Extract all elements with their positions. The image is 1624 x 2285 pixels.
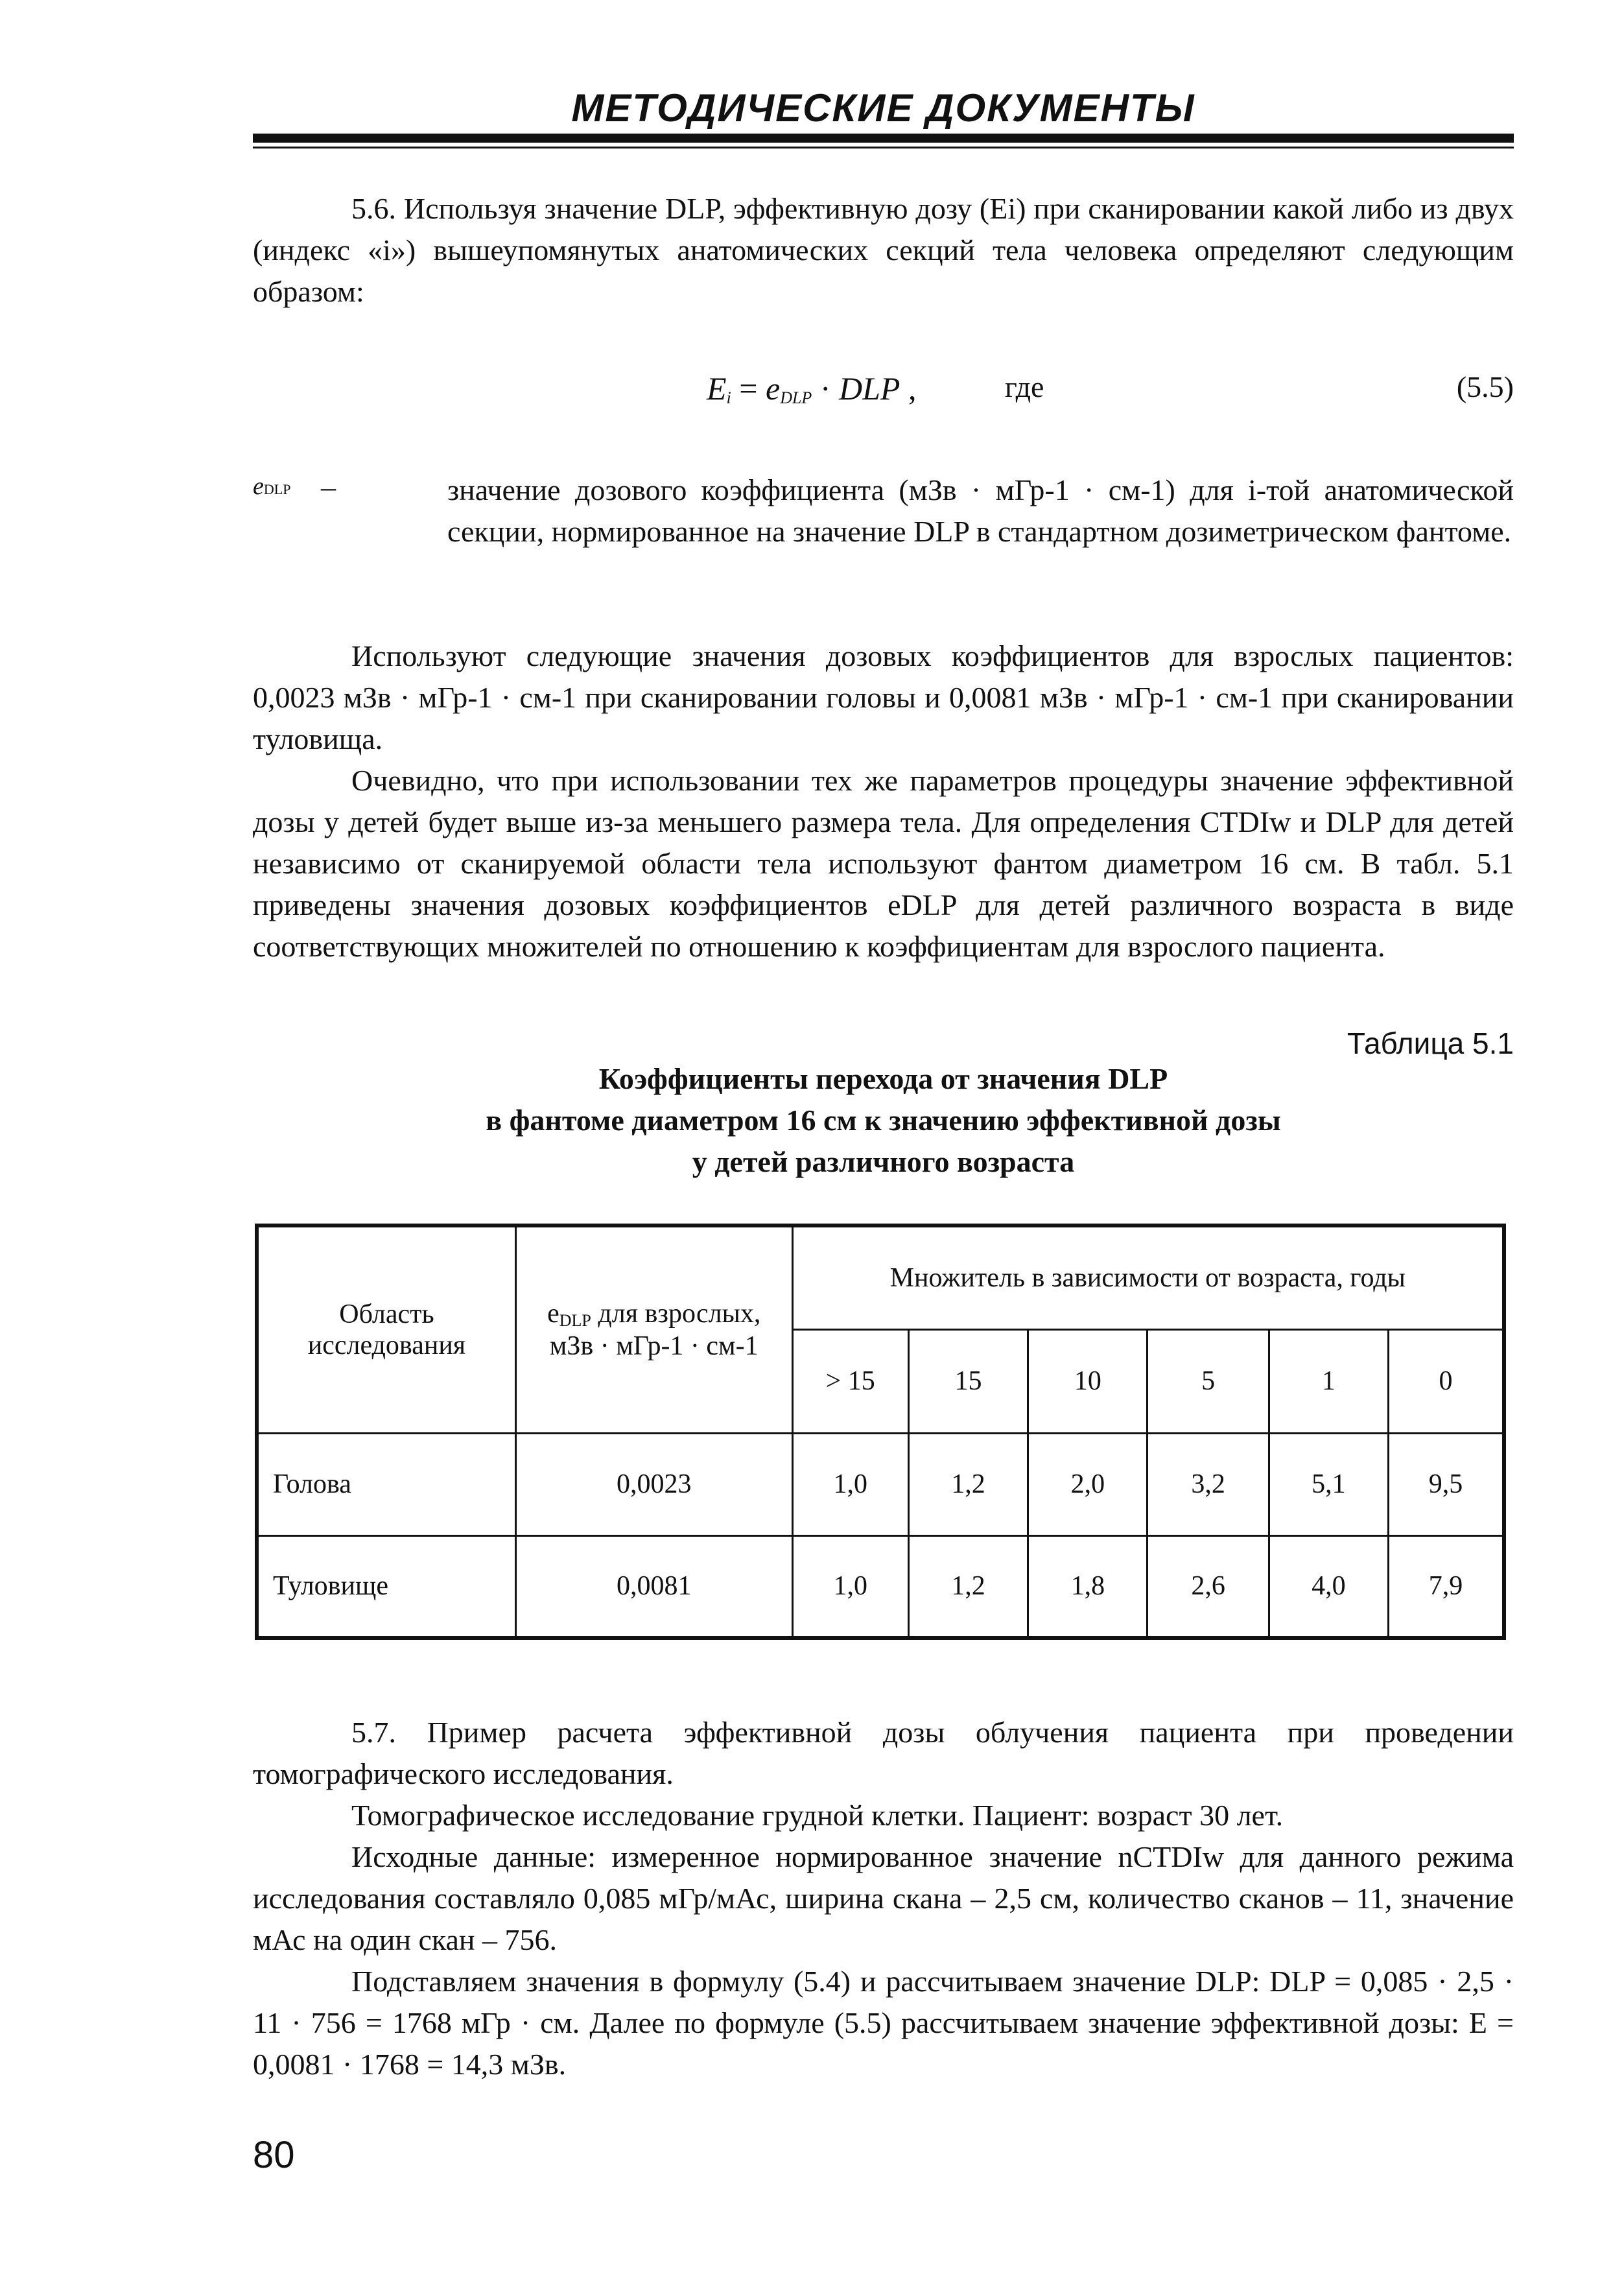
header-edlp bbox=[515, 1225, 792, 1433]
definition-symbol-sub: DLP bbox=[263, 481, 291, 497]
cell-value: 2,6 bbox=[1147, 1535, 1269, 1638]
paragraph-5-7: 5.7. Пример расчета эффективной дозы облучения пациента при проведении томографического исследования. bbox=[253, 1716, 1514, 1790]
cell-value: 1,0 bbox=[792, 1535, 908, 1638]
formula-5-5 bbox=[253, 370, 1514, 415]
cell-value: 1,8 bbox=[1028, 1535, 1147, 1638]
formula-number: (5.5) bbox=[1456, 370, 1514, 403]
running-header: МЕТОДИЧЕСКИЕ ДОКУМЕНТЫ bbox=[571, 86, 1195, 130]
header-age: 10 bbox=[1028, 1329, 1147, 1433]
paragraph-adult-coefficients: Используют следующие значения дозовых коэффициентов для взрослых пациентов: 0,0023 мЗв · мГр-1 · см-1 при сканировании головы и 0,0081 мЗв · мГр-1 · см-1 при сканировании туловища. bbox=[253, 639, 1514, 755]
cell-value: 4,0 bbox=[1269, 1535, 1388, 1638]
page-number: 80 bbox=[253, 2134, 295, 2176]
definition-symbol-letter: e bbox=[253, 473, 264, 500]
header-edlp-e: e bbox=[547, 1298, 559, 1329]
cell-value: 1,0 bbox=[792, 1433, 908, 1535]
header-edlp-line1 bbox=[517, 1298, 792, 1331]
cell-value: 3,2 bbox=[1147, 1433, 1269, 1535]
header-age: 5 bbox=[1147, 1329, 1269, 1433]
cell-value: 1,2 bbox=[908, 1535, 1028, 1638]
formula-coef-sub: DLP bbox=[780, 388, 812, 407]
cell-edlp: 0,0081 bbox=[515, 1535, 792, 1638]
header-edlp-units: мЗв · мГр-1 · см-1 bbox=[549, 1331, 759, 1361]
paragraph-calculation: Подставляем значения в формулу (5.4) и рассчитываем значение DLP: DLP = 0,085 · 2,5 · 11 · 756 = 1768 мГр · см. Далее по формуле (5.5) рассчитываем значение эффективной дозы: E = 0,0081 · 1768 = 14,3 мЗв. bbox=[253, 1965, 1514, 2081]
paragraph-input-data: Исходные данные: измеренное нормированное значение nCTDIw для данного режима исследования составляло 0,085 мГр/мАс, ширина скана – 2,5 см, количество сканов – 11, значение мАс на один скан – 756. bbox=[253, 1840, 1514, 1956]
header-age: > 15 bbox=[792, 1329, 908, 1433]
table-title-line: Коэффициенты перехода от значения DLP bbox=[598, 1062, 1168, 1095]
header-multiplier: Множитель в зависимости от возраста, годы bbox=[792, 1225, 1504, 1329]
cell-region: Голова bbox=[257, 1433, 515, 1535]
table-caption: Таблица 5.1 bbox=[1347, 1026, 1514, 1060]
cell-region: Туловище bbox=[257, 1535, 515, 1638]
formula-dlp: DLP bbox=[838, 370, 900, 407]
paragraph-5-6: 5.6. Используя значение DLP, эффективную дозу (Ei) при сканировании какой либо из двух (индекс «i») вышеупомянутых анатомических секций тела человека определяют следующим образом: bbox=[253, 192, 1514, 308]
paragraph-children: Очевидно, что при использовании тех же параметров процедуры значение эффективной дозы у детей будет выше из-за меньшего размера тела. Для определения CTDIw и DLP для детей независимо от сканируемой области тела используют фантом диаметром 16 см. В табл. 5.1 приведены значения дозовых коэффициентов eDLP для детей различного возраста в виде соответствующих множителей по отношению к коэффициентам для взрослого пациента. bbox=[253, 764, 1514, 963]
header-rule-thin bbox=[253, 147, 1514, 148]
cell-value: 2,0 bbox=[1028, 1433, 1147, 1535]
formula-expression bbox=[707, 370, 916, 408]
header-age: 0 bbox=[1389, 1329, 1504, 1433]
coefficients-table bbox=[255, 1224, 1506, 1640]
cell-value: 7,9 bbox=[1389, 1535, 1504, 1638]
header-edlp-sub: DLP bbox=[559, 1310, 591, 1330]
table-row bbox=[257, 1433, 1504, 1535]
header-region: Область исследования bbox=[257, 1225, 515, 1433]
cell-edlp: 0,0023 bbox=[515, 1433, 792, 1535]
header-age: 15 bbox=[908, 1329, 1028, 1433]
table-title-line: в фантоме диаметром 16 см к значению эффективной дозы bbox=[486, 1104, 1281, 1137]
table-title-line: у детей различного возраста bbox=[692, 1145, 1075, 1178]
cell-value: 9,5 bbox=[1389, 1433, 1504, 1535]
formula-comma: , bbox=[900, 370, 917, 407]
table-row bbox=[257, 1535, 1504, 1638]
definition-text: значение дозового коэффициента (мЗв · мГр-1 · см-1) для i-той анатомической секции, нормированное на значение DLP в стандартном дозиметрическом фантоме. bbox=[447, 473, 1514, 548]
formula-where: где bbox=[1005, 370, 1044, 403]
formula-coef: e bbox=[765, 370, 781, 407]
formula-lhs: E bbox=[707, 370, 727, 407]
paragraph-chest: Томографическое исследование грудной клетки. Пациент: возраст 30 лет. bbox=[351, 1799, 1284, 1832]
definition-symbol bbox=[253, 472, 290, 501]
table-header-row bbox=[257, 1225, 1504, 1329]
header-age: 1 bbox=[1269, 1329, 1388, 1433]
formula-dot: · bbox=[812, 370, 839, 407]
formula-equals: = bbox=[731, 370, 766, 407]
cell-value: 1,2 bbox=[908, 1433, 1028, 1535]
cell-value: 5,1 bbox=[1269, 1433, 1388, 1535]
header-rule-thick bbox=[253, 134, 1514, 143]
definition-dash: – bbox=[321, 470, 336, 503]
header-edlp-rest: для взрослых, bbox=[591, 1298, 761, 1329]
table-title bbox=[253, 1058, 1514, 1183]
formula-lhs-sub: i bbox=[726, 388, 731, 407]
